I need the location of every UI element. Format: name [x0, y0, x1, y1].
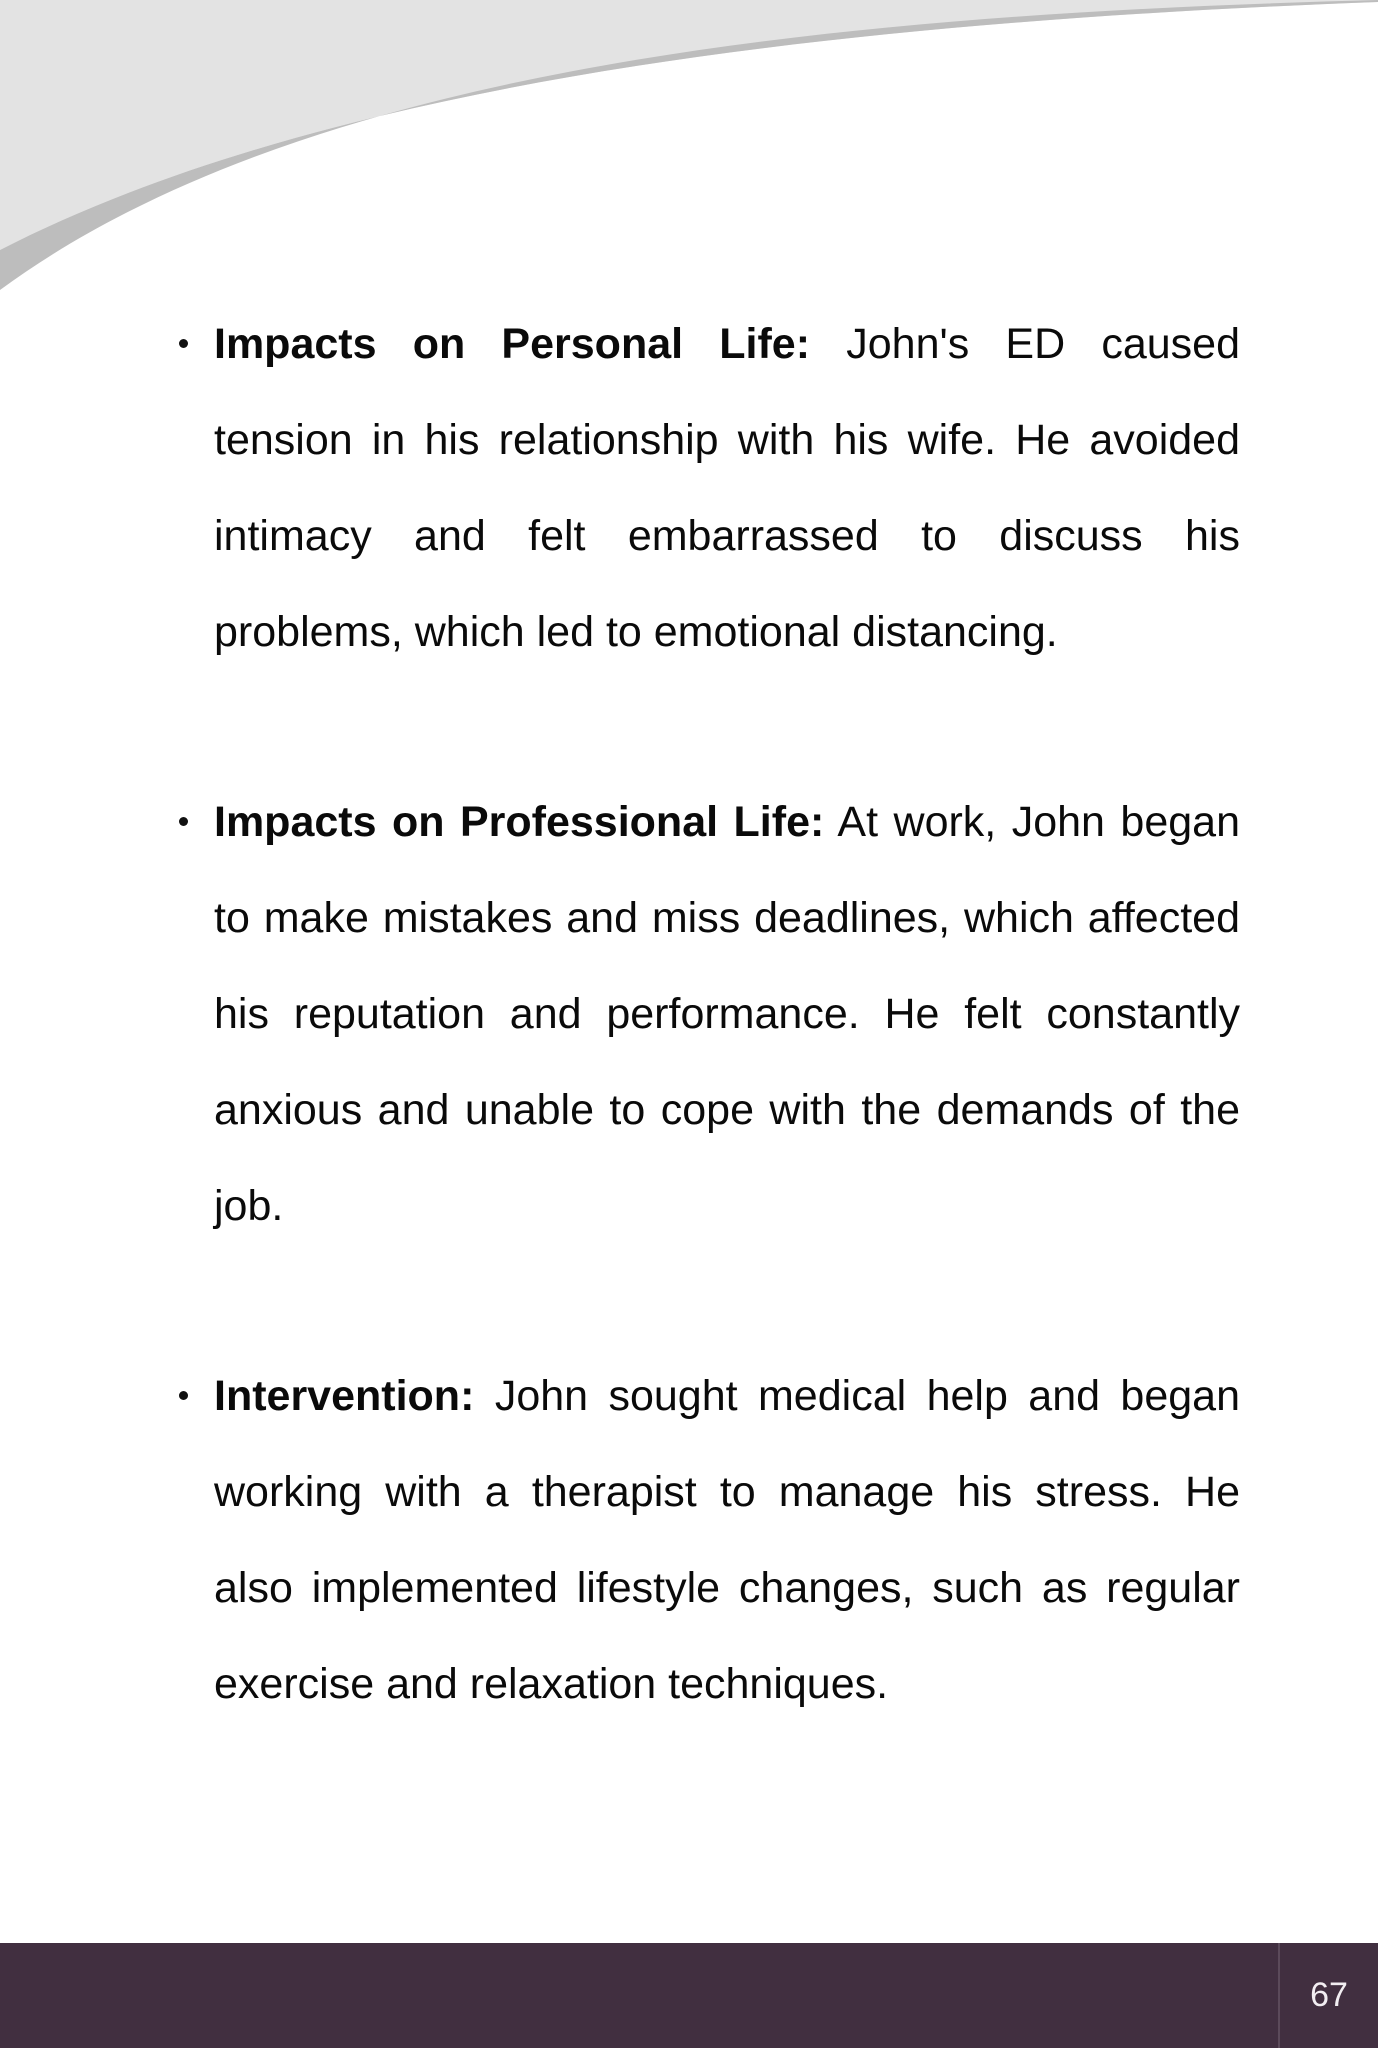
bullet-paragraph [214, 296, 1240, 680]
bullet-body: John sought medical help and began working with a therapist to manage his stress. He also implemented lifestyle changes, such as regular exercise and relaxation techniques. [214, 1372, 1240, 1708]
bullet-item-professional-life [174, 774, 1240, 1254]
footer-bar [0, 1943, 1378, 2048]
bullet-dot [179, 1391, 188, 1400]
page-number: 67 [1310, 1976, 1348, 2014]
bullet-heading: Intervention: [214, 1372, 475, 1420]
bullet-body: At work, John began to make mistakes and miss deadlines, which affected his reputation and performance. He felt constantly anxious and unable to cope with the demands of the job. [214, 798, 1241, 1230]
bullet-dot [179, 339, 188, 348]
swoosh-light-band [0, 0, 1378, 250]
bullet-item-personal-life [174, 296, 1240, 680]
bullet-heading: Impacts on Personal Life: [214, 320, 811, 368]
bullet-item-intervention [174, 1348, 1240, 1732]
header-swoosh-decoration [0, 0, 1378, 300]
bullet-paragraph [214, 1348, 1240, 1732]
bullet-paragraph [214, 774, 1240, 1254]
bullet-heading: Impacts on Professional Life: [214, 798, 825, 846]
page-content [174, 296, 1240, 1826]
bullet-dot [179, 817, 188, 826]
bullet-body: John's ED caused tension in his relationship with his wife. He avoided intimacy and felt embarrassed to discuss his problems, which led to emotional distancing. [214, 320, 1240, 656]
